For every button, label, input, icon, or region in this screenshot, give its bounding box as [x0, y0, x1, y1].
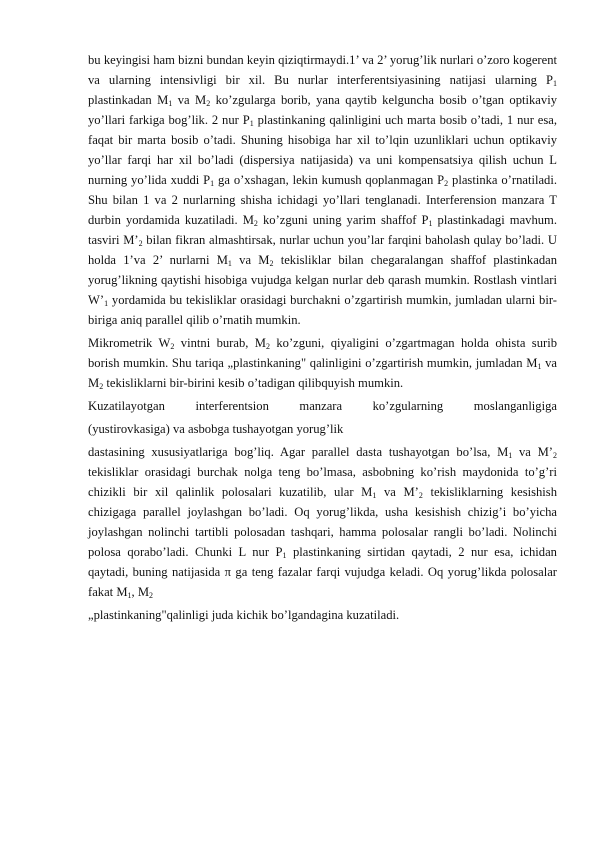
- text-run: plastinka o’rnatiladi. Shu bilan 1 va 2 nurlarning shisha ichidagi yo’llari tenglanadi. Interferension manzara T durbin yordamida kuzatiladi. M: [88, 173, 557, 227]
- text-run: „plastinkaning"qalinligi juda kichik bo’lgandagina kuzatiladi.: [88, 608, 400, 622]
- subscript: 1: [372, 491, 377, 500]
- text-run: ga o’xshagan, lekin kumush qoplanmagan P: [214, 173, 445, 187]
- paragraph-3: [88, 396, 557, 416]
- text-run: va M’: [512, 445, 553, 459]
- subscript: 1: [428, 219, 433, 228]
- subscript: 1: [127, 591, 132, 600]
- document-page: [88, 50, 557, 628]
- text-run: , M: [131, 585, 150, 599]
- subscript: 1: [104, 299, 109, 308]
- text-run: tekisliklar orasidagi burchak nolga teng bo’lmasa, asbobning ko’rish maydonida to’g’ri chizikli bir xil qalinlik polosalari kuzatilib, ular M: [88, 465, 557, 499]
- text-run: bilan fikran almashtirsak, nurlar uchun you’lar farqini baholash qulay bo’ladi. U holda 1’va 2’ nurlarni M: [88, 233, 557, 267]
- text-run: plastinkadan M: [88, 93, 169, 107]
- subscript: 2: [138, 239, 143, 248]
- text-run: bu keyingisi ham bizni bundan keyin qiziqtirmaydi.1’ va 2’ yorug’lik nurlari o’zoro kogerent va ularning intensivligi bir xil. Bu nurlar interferentsiyasining natijasi ularning P: [88, 53, 557, 87]
- subscript: 1: [508, 451, 513, 460]
- paragraph-5: [88, 442, 557, 602]
- subscript: 1: [168, 99, 173, 108]
- text-run: ko’zgularga borib, yana qaytib kelguncha bosib o’tgan optikaviy yo’llari farkiga bog’lik. 2 nur P: [88, 93, 557, 127]
- text-run: vintni burab, M: [174, 336, 266, 350]
- paragraph-6: [88, 605, 557, 625]
- text-run: tekisliklar bilan chegaralangan shaffof plastinkadan yorug’likning qaytishi hisobiga vujudga kelgan nurlar deb qarash mumkin. Rostlash vintlari W’: [88, 253, 558, 307]
- paragraph-2: [88, 333, 557, 393]
- subscript: 1: [553, 79, 557, 88]
- subscript: 1: [227, 259, 232, 268]
- subscript: 1: [537, 362, 542, 371]
- subscript: 2: [206, 99, 211, 108]
- text-run: ko’zguni uning yarim shaffof P: [257, 213, 429, 227]
- subscript: 2: [269, 259, 274, 268]
- text-run: plastinkaning sirtidan qaytadi, 2 nur esa, ichidan qaytadi, buning natijasida π ga teng fazalar farqi vujudga keladi. Oq yorug’likda polosalar fakat M: [88, 545, 557, 599]
- text-run: va M: [88, 356, 557, 390]
- text-run: Kuzatilayotgan interferentsion manzara ko’zgularning moslanganligiga: [88, 399, 557, 413]
- subscript: 2: [170, 342, 175, 351]
- subscript: 1: [249, 119, 254, 128]
- text-run: tekisliklarni bir-birini kesib o’tadigan qilibquyish mumkin.: [103, 376, 404, 390]
- text-run: va M: [172, 93, 207, 107]
- paragraph-4: [88, 419, 557, 439]
- subscript: 2: [418, 491, 423, 500]
- subscript: 2: [553, 451, 557, 460]
- subscript: 2: [149, 591, 154, 600]
- text-run: plastinkaning qalinligini uch marta bosib o’tadi, 1 nur esa, faqat bir marta bosib o’tadi. Shuning hisobiga har xil to’lqin uzunliklari uchun optikaviy yo’llar farqi har xil bo’ladi (dispersiya natijasida) va uni kompensatsiya qilish uchun L nurning yo’lida xuddi P: [88, 113, 557, 187]
- text-run: yordamida bu tekisliklar orasidagi burchakni o’zgartirish mumkin, jumladan ularni bir-biriga aniq parallel qilib o’rnatih mumkin.: [88, 293, 557, 327]
- text-run: (yustirovkasiga) va asbobga tushayotgan yorug’lik: [88, 422, 344, 436]
- subscript: 2: [266, 342, 270, 351]
- subscript: 1: [210, 179, 215, 188]
- text-run: tekisliklarning kesishish chizigaga parallel joylashgan bo’ladi. Oq yorug’likda, usha kesishish chizig’i bo’yicha joylashgan nolinchi tartibli polosadan tashqari, hamma polosalar rangli bo’ladi. Nolinchi polosa qorabo’ladi. Chunki L nur P: [88, 485, 557, 559]
- text-run: dastasining xususiyatlariga bog’liq. Agar parallel dasta tushayotgan bo’lsa, M: [88, 445, 509, 459]
- subscript: 1: [282, 551, 287, 560]
- subscript: 2: [99, 382, 104, 391]
- subscript: 2: [444, 179, 449, 188]
- text-run: va M’: [376, 485, 419, 499]
- text-run: va M: [231, 253, 270, 267]
- subscript: 2: [253, 219, 258, 228]
- text-run: plastinkadagi mavhum. tasviri M’: [88, 213, 557, 247]
- text-run: Mikrometrik W: [88, 336, 171, 350]
- paragraph-1: [88, 50, 557, 330]
- text-run: ko’zguni, qiyaligini o’zgartmagan holda ohista surib borish mumkin. Shu tariqa „plastinkaning" qalinligini o’zgartirish mumkin, jumladan M: [88, 336, 557, 370]
